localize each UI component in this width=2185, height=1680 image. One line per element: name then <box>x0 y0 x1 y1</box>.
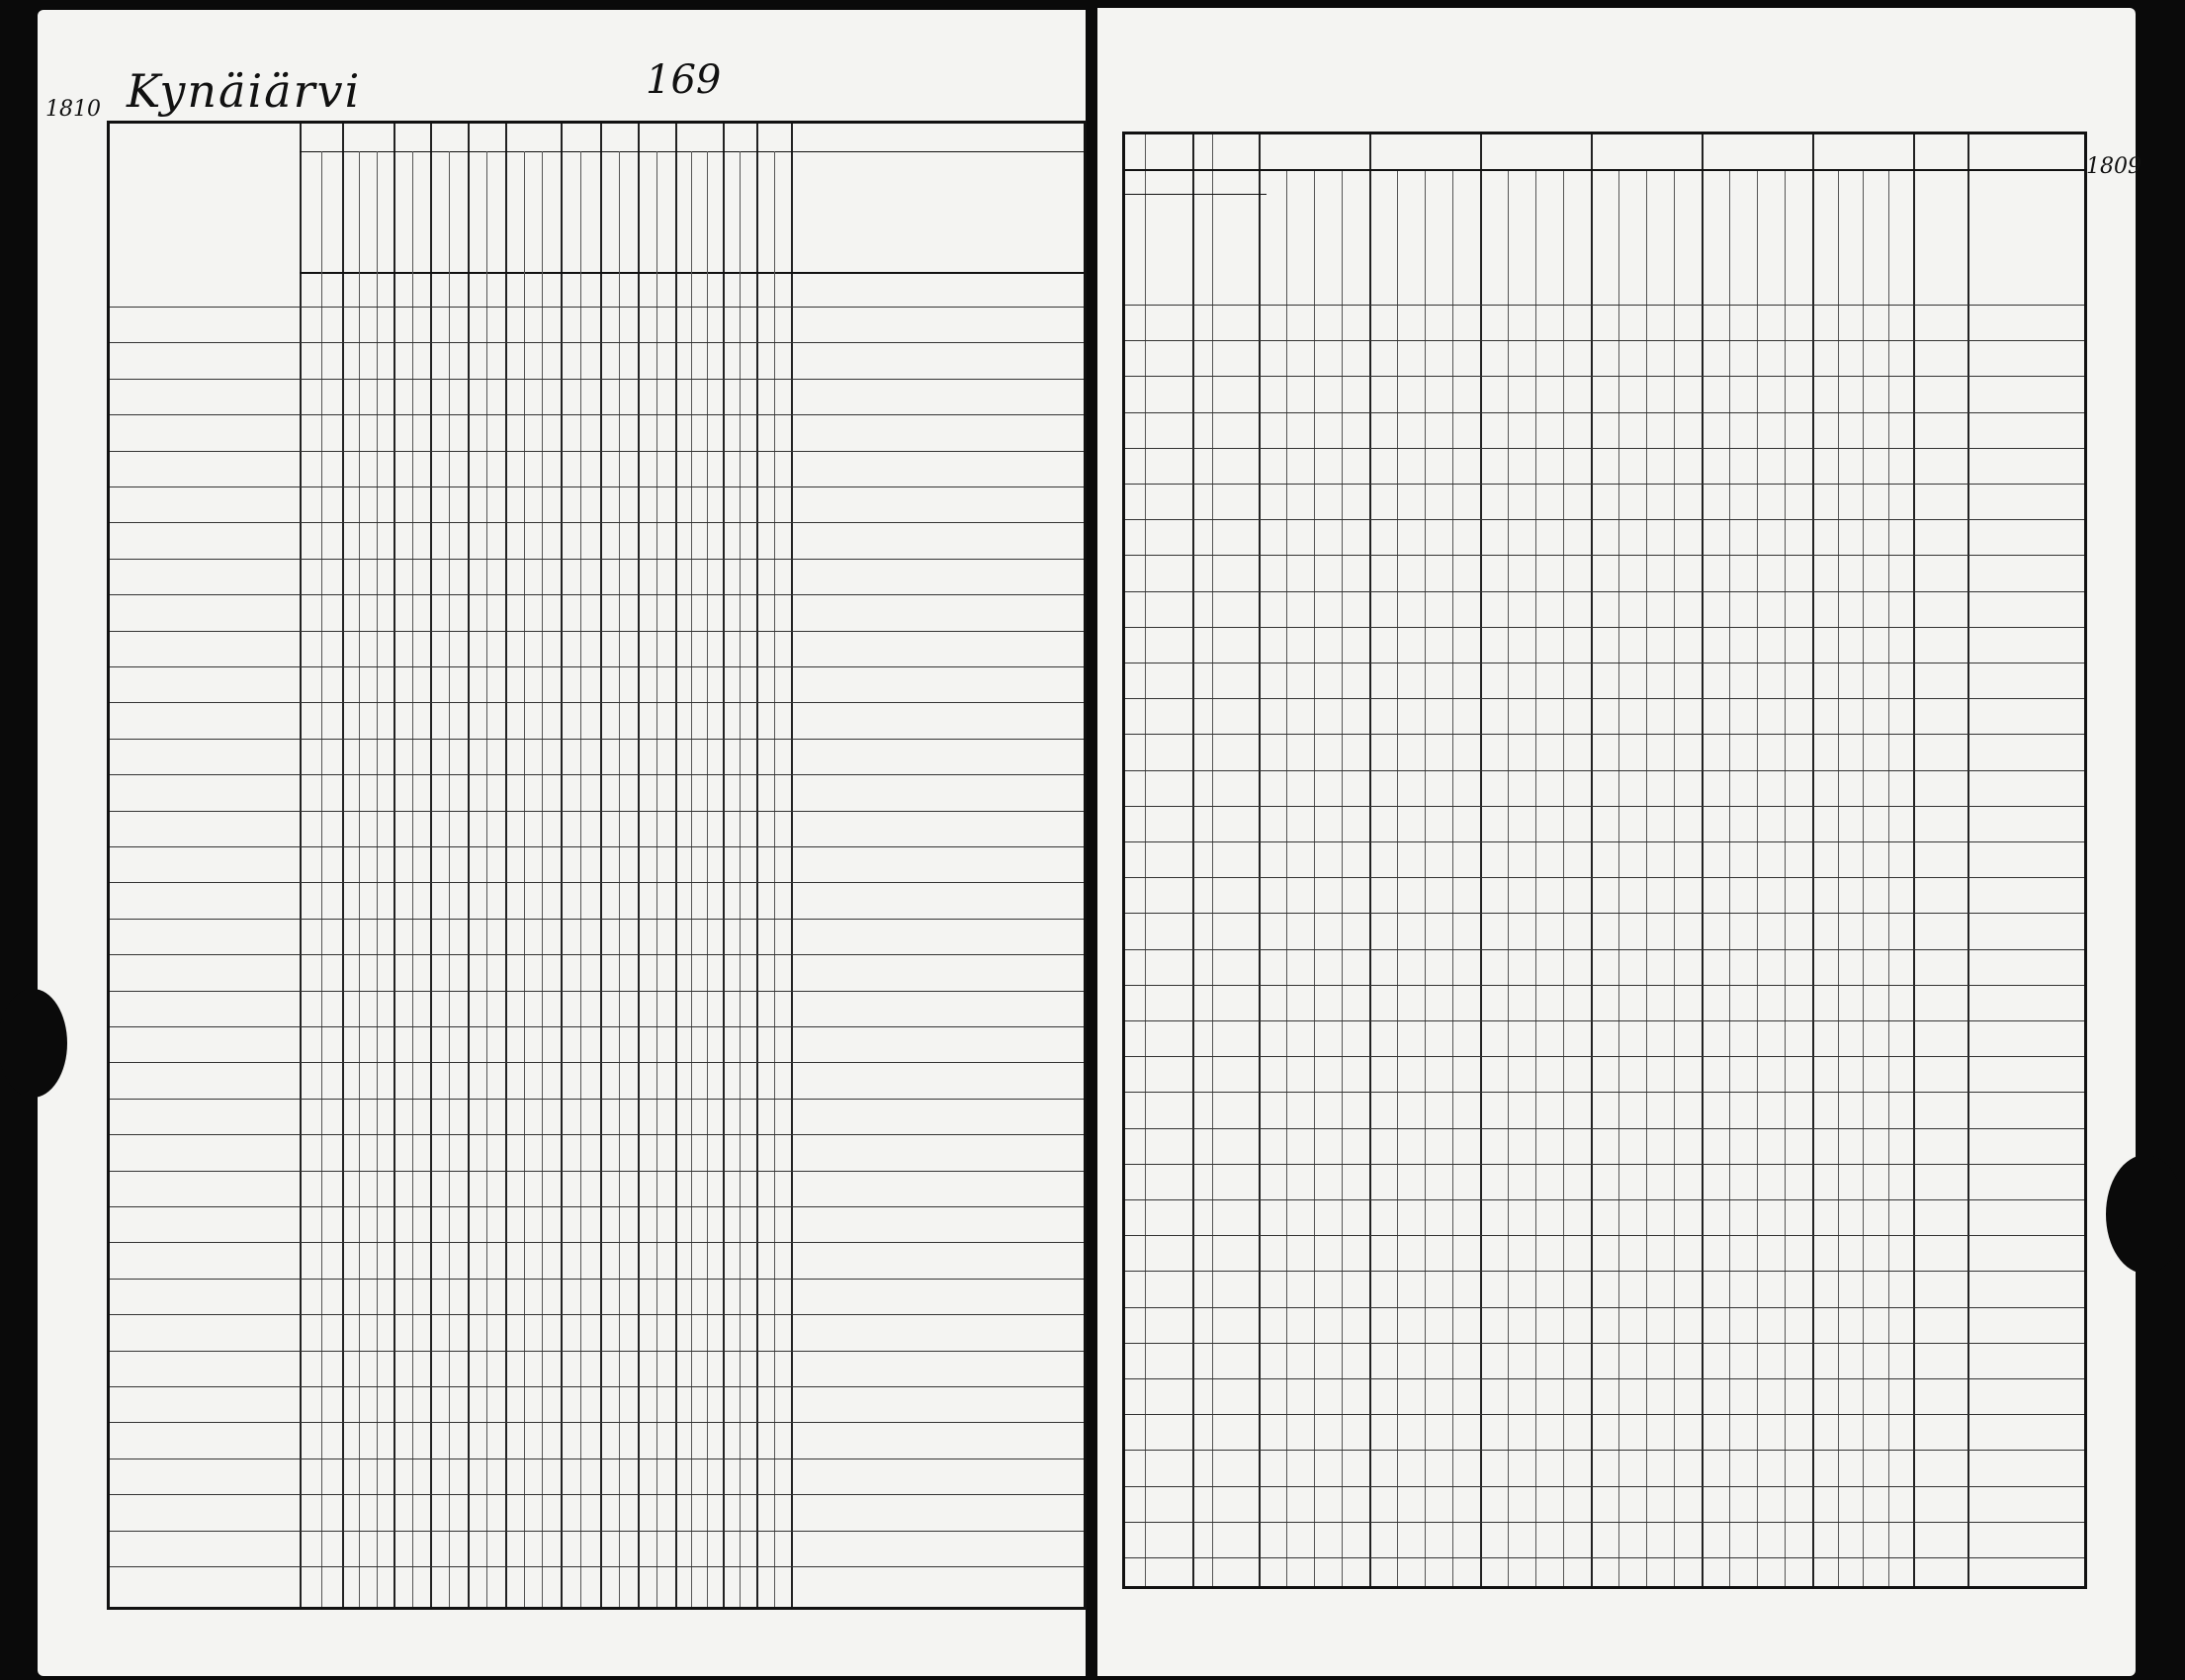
row-rule <box>110 739 1084 740</box>
abiit-divider <box>1967 134 1969 1586</box>
year-divider <box>1591 134 1593 1586</box>
row-rule <box>1125 1271 2084 1272</box>
col-divider <box>1145 134 1146 1586</box>
row-rule <box>1125 519 2084 520</box>
row-rule <box>110 991 1084 992</box>
col-divider <box>756 124 758 1607</box>
col-divider <box>638 124 640 1607</box>
right-page <box>1097 8 2141 1676</box>
vital-records-grid <box>1122 132 2087 1589</box>
row-rule <box>1125 305 2084 306</box>
row-rule <box>110 1062 1084 1063</box>
row-rule <box>1125 591 2084 592</box>
row-rule <box>110 631 1084 632</box>
row-rule <box>110 594 1084 595</box>
row-rule <box>110 811 1084 812</box>
row-rule <box>1125 1343 2084 1344</box>
row-rule <box>110 379 1084 380</box>
row-rule <box>110 559 1084 560</box>
row-rule <box>110 1566 1084 1567</box>
row-rule <box>1125 1199 2084 1200</box>
col-divider <box>468 124 470 1607</box>
sub-divider <box>656 151 657 1607</box>
row-rule <box>110 1134 1084 1135</box>
sub-divider <box>321 151 322 1607</box>
row-rule <box>110 1422 1084 1423</box>
page-number: 169 <box>646 57 722 103</box>
row-rule <box>1125 1522 2084 1523</box>
row-rule <box>1125 1020 2084 1021</box>
row-rule <box>1125 734 2084 735</box>
row-rule <box>1125 913 2084 914</box>
row-rule <box>1125 877 2084 878</box>
row-rule <box>1125 1092 2084 1093</box>
row-rule <box>110 1171 1084 1172</box>
row-rule <box>110 919 1084 920</box>
row-rule <box>110 486 1084 487</box>
sub-divider <box>377 151 378 1607</box>
row-rule <box>1125 1450 2084 1451</box>
year-left: 1810 <box>45 97 101 122</box>
row-rule <box>1125 555 2084 556</box>
sub-divider <box>774 151 775 1607</box>
row-rule <box>1125 340 2084 341</box>
col-divider <box>1212 134 1213 1586</box>
header-rule <box>1125 169 2084 171</box>
row-rule <box>1125 1414 2084 1415</box>
row-rule <box>110 774 1084 775</box>
subheader-rule <box>1125 194 1267 195</box>
binding-notch <box>0 989 67 1098</box>
accessit-divider <box>1913 134 1915 1586</box>
sub-divider <box>449 151 450 1607</box>
row-rule <box>1125 1056 2084 1057</box>
sub-divider <box>542 151 543 1607</box>
col-divider <box>600 124 602 1607</box>
row-rule <box>110 307 1084 308</box>
row-rule <box>110 1314 1084 1315</box>
row-rule <box>110 1386 1084 1387</box>
row-rule <box>110 846 1084 847</box>
parish-name: Kynäiärvi <box>127 64 362 118</box>
row-rule <box>1125 412 2084 413</box>
year-divider <box>1369 134 1371 1586</box>
row-rule <box>110 666 1084 667</box>
col-divider <box>430 124 432 1607</box>
row-rule <box>110 702 1084 703</box>
row-rule <box>110 342 1084 343</box>
row-rule <box>1125 448 2084 449</box>
binding-notch-right <box>2106 1155 2185 1274</box>
row-rule <box>1125 1378 2084 1379</box>
row-rule <box>1125 770 2084 771</box>
col-divider <box>1192 134 1194 1586</box>
col-divider <box>675 124 677 1607</box>
row-rule <box>1125 985 2084 986</box>
row-rule <box>110 414 1084 415</box>
row-rule <box>110 1099 1084 1100</box>
row-rule <box>110 1026 1084 1027</box>
row-rule <box>1125 1557 2084 1558</box>
row-rule <box>1125 376 2084 377</box>
row-rule <box>1125 1164 2084 1165</box>
row-rule <box>1125 949 2084 950</box>
row-rule <box>110 954 1084 955</box>
row-rule <box>1125 806 2084 807</box>
row-rule <box>110 1206 1084 1207</box>
col-divider <box>791 124 793 1607</box>
col-divider <box>300 124 302 1607</box>
sub-divider <box>580 151 581 1607</box>
sub-divider <box>359 151 360 1607</box>
catechism-grid <box>107 121 1087 1610</box>
row-rule <box>1125 1128 2084 1129</box>
row-rule <box>110 882 1084 883</box>
col-divider <box>723 124 725 1607</box>
row-rule <box>110 522 1084 523</box>
row-rule <box>110 1279 1084 1280</box>
sub-divider <box>740 151 741 1607</box>
col-divider <box>505 124 507 1607</box>
sub-divider <box>486 151 487 1607</box>
year-divider <box>1480 134 1482 1586</box>
col-divider <box>1259 134 1261 1586</box>
row-rule <box>110 1242 1084 1243</box>
left-page <box>38 10 1086 1676</box>
sub-divider <box>524 151 525 1607</box>
year-divider <box>1812 134 1814 1586</box>
sub-divider <box>619 151 620 1607</box>
row-rule <box>110 451 1084 452</box>
year-divider <box>1702 134 1704 1586</box>
row-rule <box>1125 1486 2084 1487</box>
sub-divider <box>707 151 708 1607</box>
row-rule <box>1125 484 2084 485</box>
sub-divider <box>412 151 413 1607</box>
row-rule <box>110 1494 1084 1495</box>
col-divider <box>561 124 563 1607</box>
col-divider <box>393 124 395 1607</box>
row-rule <box>1125 1307 2084 1308</box>
row-rule <box>1125 1235 2084 1236</box>
row-rule <box>1125 841 2084 842</box>
year-right: 1809 <box>2086 154 2141 179</box>
row-rule <box>1125 698 2084 699</box>
row-rule <box>110 1531 1084 1532</box>
row-rule <box>1125 627 2084 628</box>
col-divider <box>342 124 344 1607</box>
sub-divider <box>691 151 692 1607</box>
row-rule <box>110 1351 1084 1352</box>
